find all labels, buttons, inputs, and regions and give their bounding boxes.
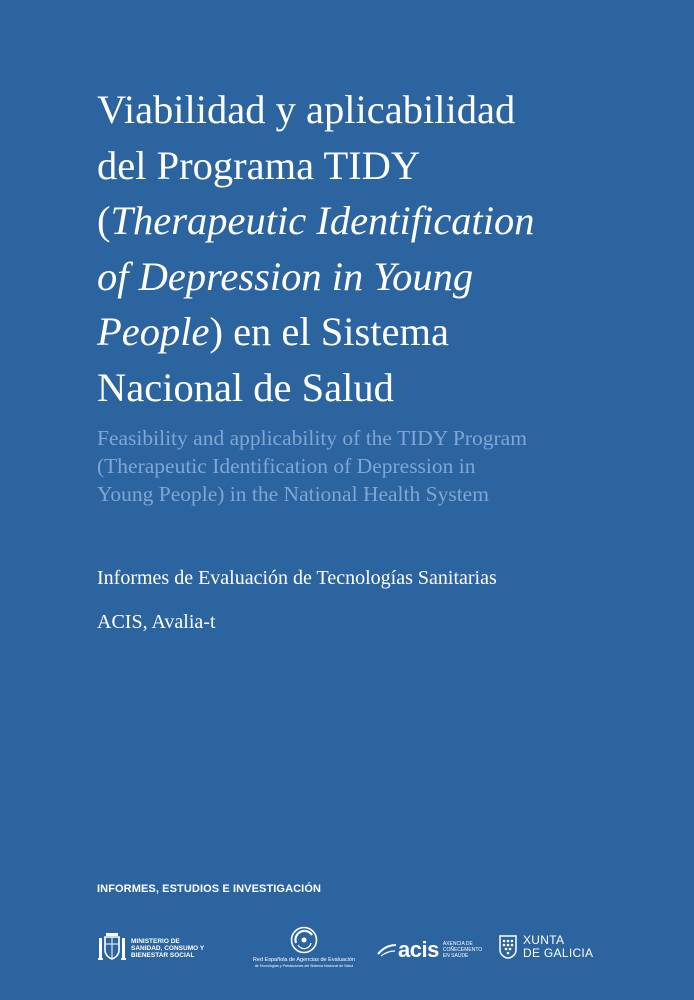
title-line-4-italic: of Depression in Young [97,253,474,299]
title-line-6: Nacional de Salud [97,364,394,410]
title-line-5-italic: People [97,309,210,354]
red-agencias-line-2: de Tecnologías y Prestaciones del Sistema Nacional de Salud [254,964,354,968]
subtitle-line-1: Feasibility and applicability of the TIDY Program [97,426,527,450]
acis-logo [377,937,481,963]
title-line-3-prefix: ( [97,198,111,243]
ministerio-logo [97,931,209,965]
english-subtitle [97,424,677,508]
title-line-3 [97,193,657,249]
red-agencias-line-1: Red Española de Agencias de Evaluación [252,957,356,963]
report-title [97,82,657,415]
xunta-name [523,934,593,960]
title-line-3-italic: Therapeutic Identification [110,198,535,243]
red-agencias-emblem-icon [289,925,319,955]
xunta-line-2: DE GALICIA [523,946,594,960]
xunta-logo [498,934,593,960]
subtitle-line-3: Young People) in the National Health System [97,482,489,506]
acis-name: acis [398,937,439,962]
report-series: Informes de Evaluación de Tecnologías Sanitarias [97,567,497,589]
title-line-5 [97,304,657,360]
collection-label: INFORMES, ESTUDIOS E INVESTIGACIÓN [97,883,322,895]
report-agency: ACIS, Avalia-t [97,611,216,633]
title-line-1: Viabilidad y aplicabilidad [97,87,516,132]
spain-coat-of-arms-icon [97,931,127,965]
logo-bar [97,925,607,975]
title-line-2: del Programa TIDY [97,142,421,188]
subtitle-line-2: (Therapeutic Identification of Depression in [97,454,476,478]
red-agencias-logo [249,925,359,968]
ministerio-name: MINISTERIO DE SANIDAD, CONSUMO Y BIENESTAR SOCIAL [131,937,205,959]
title-line-5-suffix: ) en el Sistema [209,309,450,354]
acis-swoosh-icon [377,942,397,958]
xunta-galicia-shield-icon [498,934,518,960]
xunta-line-1: XUNTA [523,933,565,947]
acis-subtitle: AXENCIA DE COÑECEMENTO EN SAÚDE [442,941,483,959]
title-line-4 [97,249,657,305]
